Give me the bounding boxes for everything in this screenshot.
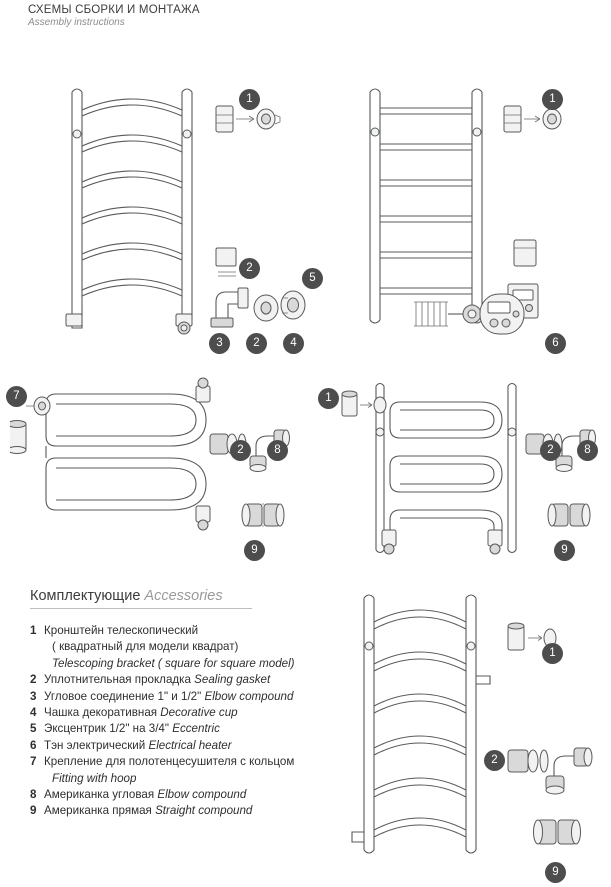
accessories-list <box>30 623 360 820</box>
item-number: 6 <box>30 738 37 752</box>
list-item <box>30 787 360 803</box>
page-title-ru: СХЕМЫ СБОРКИ И МОНТАЖА <box>28 4 200 16</box>
callout-bubble-1-panel4: 1 <box>318 388 339 409</box>
list-item <box>30 721 360 737</box>
item-label-en: Electrical heater <box>148 738 232 752</box>
callout-bubble-1: 1 <box>239 89 260 110</box>
callout-bubble-5: 5 <box>302 268 323 289</box>
callout-bubble-8-panel4: 8 <box>577 440 598 461</box>
item-label-en-sub: Telescoping bracket ( square for square model) <box>52 656 295 670</box>
callout-bubble-7: 7 <box>6 386 27 407</box>
list-item <box>30 689 360 705</box>
callout-bubble-9-panel4: 9 <box>554 540 575 561</box>
item-number: 3 <box>30 689 37 703</box>
item-label-en: Elbow compound <box>157 788 247 802</box>
item-label-ru: Американка прямая <box>44 804 152 818</box>
list-item <box>30 754 360 787</box>
diagram-ladder-radiator-electric <box>352 70 602 340</box>
item-number: 2 <box>30 673 37 687</box>
item-label-ru: Чашка декоративная <box>44 706 158 720</box>
page-title-en: Assembly instructions <box>28 17 125 28</box>
item-label-ru-sub: ( квадратный для модели квадрат) <box>52 640 239 654</box>
item-number: 4 <box>30 706 37 720</box>
item-label-en: Sealing gasket <box>194 673 271 687</box>
callout-bubble-2-panel3: 2 <box>230 440 251 461</box>
callout-bubble-4: 4 <box>283 333 304 354</box>
page-header <box>28 4 200 28</box>
item-label-en: Decorative cup <box>160 706 238 720</box>
item-label-ru: Крепление для полотенцесушителя с кольцом <box>44 755 295 769</box>
list-item <box>30 705 360 721</box>
diagram-snake-rail-left <box>10 372 310 572</box>
callout-bubble-9: 9 <box>244 540 265 561</box>
list-item <box>30 738 360 754</box>
item-label-ru: Эксцентрик 1/2" на 3/4" <box>44 722 169 736</box>
item-label-ru: Тэн электрический <box>44 738 146 752</box>
callout-bubble-2-panel5: 2 <box>484 750 505 771</box>
diagram-curved-ladder-radiator <box>48 70 328 340</box>
item-label-en: Straight compound <box>155 804 253 818</box>
item-label-en: Elbow compound <box>204 689 294 703</box>
item-label-ru: Уплотнительная прокладка <box>44 673 191 687</box>
item-label-en-sub: Fitting with hoop <box>52 771 137 785</box>
accessories-heading <box>30 588 252 609</box>
item-label-ru: Американка угловая <box>44 788 155 802</box>
diagram-curved-ladder-bottom <box>340 580 610 880</box>
callout-bubble-2-panel4: 2 <box>540 440 561 461</box>
item-number: 7 <box>30 755 37 769</box>
callout-bubble-9-panel5: 9 <box>545 862 566 883</box>
item-number: 9 <box>30 804 37 818</box>
callout-bubble-1-panel5: 1 <box>542 643 563 664</box>
accessories-heading-ru: Комплектующие <box>30 588 141 604</box>
item-label-ru: Угловое соединение 1" и 1/2" <box>44 689 202 703</box>
list-item <box>30 803 360 819</box>
callout-bubble-2: 2 <box>239 258 260 279</box>
item-number: 1 <box>30 624 37 637</box>
item-label-ru: Кронштейн телескопический <box>44 624 199 637</box>
list-item <box>30 623 360 672</box>
accessories-heading-en: Accessories <box>144 588 223 604</box>
callout-bubble-6: 6 <box>545 333 566 354</box>
callout-bubble-3: 3 <box>209 333 230 354</box>
list-item <box>30 672 360 688</box>
item-number: 8 <box>30 788 37 802</box>
callout-bubble-1-panel2: 1 <box>542 89 563 110</box>
callout-bubble-8: 8 <box>267 440 288 461</box>
callout-bubble-2b: 2 <box>246 333 267 354</box>
item-number: 5 <box>30 722 37 736</box>
accessories-block <box>30 588 360 820</box>
item-label-en: Eccentric <box>172 722 220 736</box>
